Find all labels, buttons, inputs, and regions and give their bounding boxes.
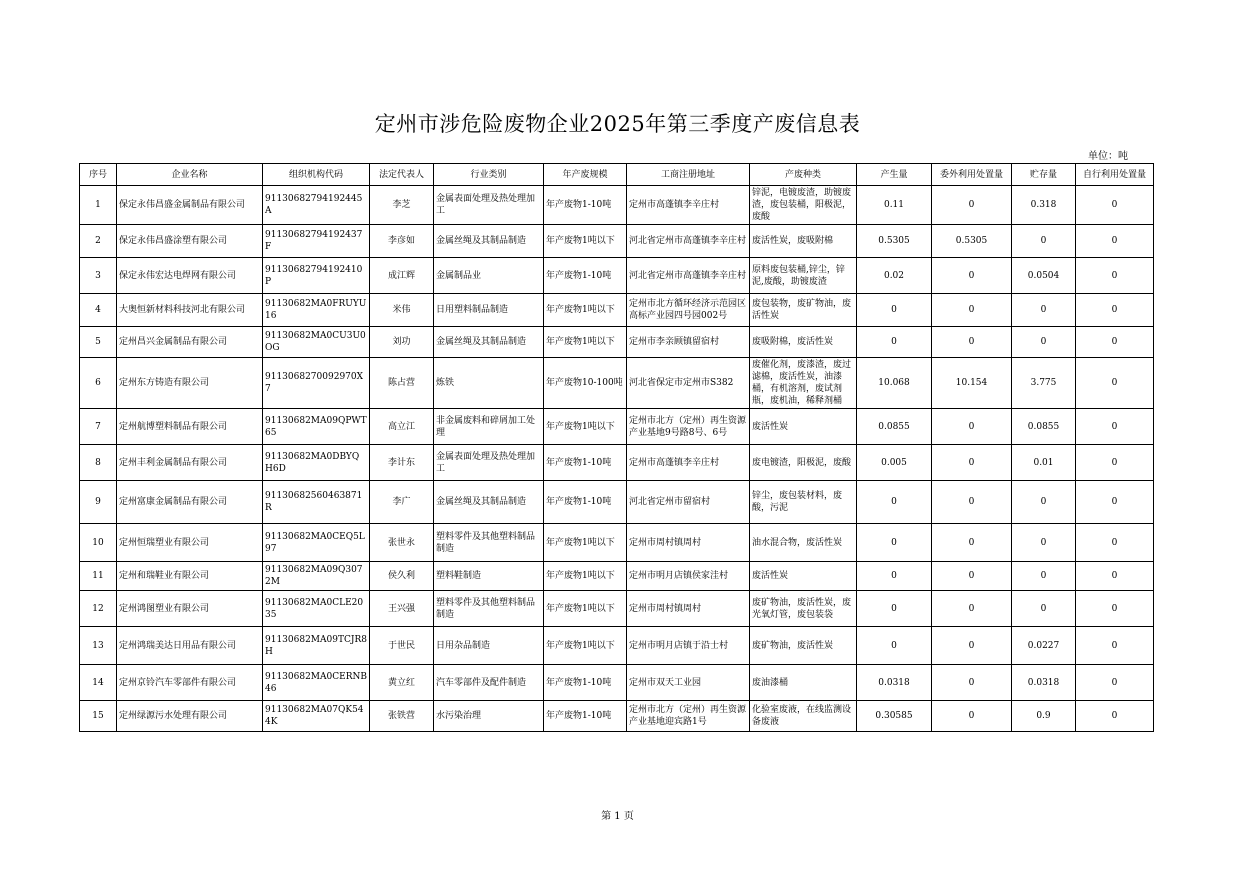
cell-address: 定州市周村镇周村: [627, 524, 750, 562]
cell-name: 定州航博塑料制品有限公司: [117, 409, 263, 445]
cell-no: 5: [80, 327, 117, 358]
cell-types: 废活性炭: [750, 562, 857, 591]
cell-industry: 非金属废料和碎屑加工处理: [434, 409, 544, 445]
cell-industry: 金属制品业: [434, 258, 544, 294]
cell-self: 0: [1076, 258, 1154, 294]
cell-rep: 李彦如: [370, 225, 434, 258]
col-header: 行业类别: [434, 164, 544, 186]
cell-stored: 0.0855: [1012, 409, 1076, 445]
cell-stored: 0: [1012, 294, 1076, 327]
col-header: 组织机构代码: [263, 164, 370, 186]
cell-outsourced: 0: [932, 327, 1012, 358]
cell-industry: 金属丝绳及其制品制造: [434, 481, 544, 524]
cell-scale: 年产废物1吨以下: [544, 591, 627, 627]
cell-address: 河北省定州市留宿村: [627, 481, 750, 524]
cell-name: 定州富康金属制品有限公司: [117, 481, 263, 524]
cell-scale: 年产废物1吨以下: [544, 627, 627, 665]
cell-industry: 金属丝绳及其制品制造: [434, 327, 544, 358]
cell-outsourced: 0: [932, 481, 1012, 524]
cell-produced: 0.0855: [857, 409, 932, 445]
cell-types: 化验室废液，在线监测设备废液: [750, 701, 857, 732]
col-header: 工商注册地址: [627, 164, 750, 186]
cell-address: 定州市双天工业园: [627, 665, 750, 701]
cell-rep: 成江辉: [370, 258, 434, 294]
cell-produced: 0.02: [857, 258, 932, 294]
cell-code: 91130682MA0CU3U0OG: [263, 327, 370, 358]
cell-code: 91130682MA0DBYQH6D: [263, 445, 370, 481]
cell-outsourced: 10.154: [932, 358, 1012, 409]
table-row: [80, 627, 1154, 665]
cell-produced: 0: [857, 524, 932, 562]
cell-name: 保定永伟宏达电焊网有限公司: [117, 258, 263, 294]
cell-rep: 李芝: [370, 186, 434, 225]
cell-rep: 于世民: [370, 627, 434, 665]
cell-stored: 0.9: [1012, 701, 1076, 732]
cell-types: 废电镀渣，阳极泥，废酸: [750, 445, 857, 481]
cell-no: 6: [80, 358, 117, 409]
cell-name: 保定永伟昌盛涂塑有限公司: [117, 225, 263, 258]
cell-stored: 0: [1012, 327, 1076, 358]
cell-stored: 0.0227: [1012, 627, 1076, 665]
table-row: [80, 294, 1154, 327]
cell-address: 河北省定州市高蓬镇李辛庄村: [627, 258, 750, 294]
cell-stored: 0.0504: [1012, 258, 1076, 294]
col-header: 年产废规模: [544, 164, 627, 186]
cell-self: 0: [1076, 445, 1154, 481]
cell-rep: 张世永: [370, 524, 434, 562]
cell-self: 0: [1076, 591, 1154, 627]
cell-no: 1: [80, 186, 117, 225]
table-row: [80, 358, 1154, 409]
cell-name: 定州鸿图塑业有限公司: [117, 591, 263, 627]
cell-code: 91130682MA09QPWT65: [263, 409, 370, 445]
cell-scale: 年产废物1吨以下: [544, 294, 627, 327]
cell-outsourced: 0: [932, 294, 1012, 327]
cell-produced: 0: [857, 294, 932, 327]
cell-rep: 刘功: [370, 327, 434, 358]
cell-no: 14: [80, 665, 117, 701]
cell-produced: 0.11: [857, 186, 932, 225]
cell-produced: 0.5305: [857, 225, 932, 258]
table-row: [80, 258, 1154, 294]
cell-scale: 年产废物1-10吨: [544, 481, 627, 524]
cell-produced: 0: [857, 627, 932, 665]
cell-name: 定州绿源污水处理有限公司: [117, 701, 263, 732]
cell-industry: 塑料零件及其他塑料制品制造: [434, 524, 544, 562]
cell-scale: 年产废物1-10吨: [544, 186, 627, 225]
cell-no: 4: [80, 294, 117, 327]
cell-no: 15: [80, 701, 117, 732]
cell-scale: 年产废物1吨以下: [544, 327, 627, 358]
cell-address: 定州市北方（定州）再生资源产业基地9号路8号、6号: [627, 409, 750, 445]
cell-outsourced: 0: [932, 445, 1012, 481]
cell-rep: 黄立红: [370, 665, 434, 701]
waste-info-table: [79, 163, 1154, 732]
cell-address: 定州市高蓬镇李辛庄村: [627, 186, 750, 225]
cell-produced: 0.30585: [857, 701, 932, 732]
cell-scale: 年产废物1-10吨: [544, 258, 627, 294]
cell-self: 0: [1076, 409, 1154, 445]
cell-scale: 年产废物10-100吨: [544, 358, 627, 409]
table-row: [80, 409, 1154, 445]
col-header: 产废种类: [750, 164, 857, 186]
cell-industry: 金属表面处理及热处理加工: [434, 445, 544, 481]
cell-produced: 0.005: [857, 445, 932, 481]
col-header: 委外利用处置量: [932, 164, 1012, 186]
cell-types: 废包装物，废矿物油，废活性炭: [750, 294, 857, 327]
cell-industry: 汽车零部件及配件制造: [434, 665, 544, 701]
cell-code: 91130682700929​70X7: [263, 358, 370, 409]
cell-outsourced: 0: [932, 258, 1012, 294]
cell-code: 91130682MA09TCJR8H: [263, 627, 370, 665]
col-header: 自行利用处置量: [1076, 164, 1154, 186]
cell-code: 91130682MA0FRUYU16: [263, 294, 370, 327]
cell-types: 锌泥，电镀废渣，助镀废渣，废包装桶，阳极泥，废酸: [750, 186, 857, 225]
cell-no: 12: [80, 591, 117, 627]
cell-produced: 0.0318: [857, 665, 932, 701]
table-row: [80, 524, 1154, 562]
cell-outsourced: 0: [932, 186, 1012, 225]
cell-produced: 10.068: [857, 358, 932, 409]
table-row: [80, 701, 1154, 732]
table-row: [80, 665, 1154, 701]
cell-no: 11: [80, 562, 117, 591]
cell-industry: 金属丝绳及其制品制造: [434, 225, 544, 258]
cell-scale: 年产废物1-10吨: [544, 445, 627, 481]
cell-self: 0: [1076, 524, 1154, 562]
cell-industry: 日用杂品制造: [434, 627, 544, 665]
cell-types: 原料废包装桶,锌尘，锌泥,废酸，助镀废渣: [750, 258, 857, 294]
cell-industry: 塑料零件及其他塑料制品制造: [434, 591, 544, 627]
cell-stored: 0.0318: [1012, 665, 1076, 701]
cell-scale: 年产废物1吨以下: [544, 409, 627, 445]
cell-name: 定州东方铸造有限公司: [117, 358, 263, 409]
cell-stored: 0.318: [1012, 186, 1076, 225]
cell-stored: 0.01: [1012, 445, 1076, 481]
cell-name: 定州和瑞鞋业有限公司: [117, 562, 263, 591]
cell-rep: 高立江: [370, 409, 434, 445]
cell-rep: 王兴强: [370, 591, 434, 627]
cell-address: 定州市李亲顾镇留宿村: [627, 327, 750, 358]
cell-code: 91130682794192410P: [263, 258, 370, 294]
cell-types: 废矿物油，废活性炭，废光氧灯管，废包装袋: [750, 591, 857, 627]
cell-name: 定州昌兴金属制品有限公司: [117, 327, 263, 358]
cell-types: 废吸附棉，废活性炭: [750, 327, 857, 358]
cell-rep: 李计东: [370, 445, 434, 481]
cell-name: 定州丰利金属制品有限公司: [117, 445, 263, 481]
cell-address: 定州市明月店镇侯家洼村: [627, 562, 750, 591]
cell-stored: 0: [1012, 481, 1076, 524]
cell-self: 0: [1076, 701, 1154, 732]
cell-industry: 塑料鞋制造: [434, 562, 544, 591]
table-row: [80, 445, 1154, 481]
col-header: 产生量: [857, 164, 932, 186]
cell-outsourced: 0: [932, 591, 1012, 627]
cell-types: 废活性炭，废吸附棉: [750, 225, 857, 258]
cell-address: 定州市周村镇周村: [627, 591, 750, 627]
cell-outsourced: 0: [932, 409, 1012, 445]
cell-produced: 0: [857, 591, 932, 627]
cell-types: 废活性炭: [750, 409, 857, 445]
cell-no: 13: [80, 627, 117, 665]
cell-self: 0: [1076, 562, 1154, 591]
cell-industry: 日用塑料制品制造: [434, 294, 544, 327]
cell-self: 0: [1076, 481, 1154, 524]
cell-outsourced: 0: [932, 562, 1012, 591]
cell-name: 大奥恒新材料科技河北有限公司: [117, 294, 263, 327]
table-row: [80, 327, 1154, 358]
cell-outsourced: 0.5305: [932, 225, 1012, 258]
table-row: [80, 562, 1154, 591]
cell-self: 0: [1076, 627, 1154, 665]
page-number: 第 1 页: [601, 811, 634, 822]
cell-stored: 0: [1012, 524, 1076, 562]
cell-types: 锌尘，废包装材料，废酸，污泥: [750, 481, 857, 524]
cell-self: 0: [1076, 665, 1154, 701]
unit-label: 单位：吨: [1088, 151, 1128, 162]
col-header: 企业名称: [117, 164, 263, 186]
cell-address: 定州市明月店镇于沿士村: [627, 627, 750, 665]
table-header-row: [80, 164, 1154, 186]
cell-rep: 侯久利: [370, 562, 434, 591]
col-header: 序号: [80, 164, 117, 186]
cell-self: 0: [1076, 327, 1154, 358]
cell-address: 定州市北方（定州）再生资源产业基地迎宾路1号: [627, 701, 750, 732]
cell-code: 91130682MA0CERNB46: [263, 665, 370, 701]
cell-code: 91130682MA0CLE2035: [263, 591, 370, 627]
table-row: [80, 591, 1154, 627]
cell-types: 废矿物油，废活性炭: [750, 627, 857, 665]
cell-produced: 0: [857, 327, 932, 358]
table-row: [80, 186, 1154, 225]
cell-scale: 年产废物1-10吨: [544, 701, 627, 732]
cell-no: 10: [80, 524, 117, 562]
col-header: 法定代表人: [370, 164, 434, 186]
cell-self: 0: [1076, 358, 1154, 409]
cell-address: 河北省保定市定州市S382: [627, 358, 750, 409]
cell-code: 91130682MA0CEQ5L97: [263, 524, 370, 562]
cell-industry: 水污染治理: [434, 701, 544, 732]
cell-industry: 金属表面处理及热处理加工: [434, 186, 544, 225]
cell-self: 0: [1076, 294, 1154, 327]
cell-produced: 0: [857, 562, 932, 591]
cell-code: 91130682MA07QK544K: [263, 701, 370, 732]
cell-outsourced: 0: [932, 665, 1012, 701]
cell-name: 定州京铃汽车零部件有限公司: [117, 665, 263, 701]
cell-no: 2: [80, 225, 117, 258]
cell-rep: 李广: [370, 481, 434, 524]
page-title: 定州市涉危险废物企业2025年第三季度产废信息表: [374, 112, 861, 136]
cell-name: 定州恒瑞塑业有限公司: [117, 524, 263, 562]
cell-address: 定州市高蓬镇李辛庄村: [627, 445, 750, 481]
cell-self: 0: [1076, 225, 1154, 258]
cell-scale: 年产废物1吨以下: [544, 225, 627, 258]
cell-produced: 0: [857, 481, 932, 524]
cell-no: 7: [80, 409, 117, 445]
cell-address: 定州市北方循环经济示范园区高标产业园四号园002号: [627, 294, 750, 327]
cell-no: 3: [80, 258, 117, 294]
cell-self: 0: [1076, 186, 1154, 225]
cell-stored: 0: [1012, 562, 1076, 591]
cell-types: 废油漆桶: [750, 665, 857, 701]
cell-code: 91130682794192437F: [263, 225, 370, 258]
cell-stored: 0: [1012, 225, 1076, 258]
cell-no: 8: [80, 445, 117, 481]
cell-rep: 陈占营: [370, 358, 434, 409]
cell-industry: 炼铁: [434, 358, 544, 409]
table-body: [80, 186, 1154, 732]
cell-address: 河北省定州市高蓬镇李辛庄村: [627, 225, 750, 258]
cell-no: 9: [80, 481, 117, 524]
cell-scale: 年产废物1吨以下: [544, 562, 627, 591]
cell-outsourced: 0: [932, 627, 1012, 665]
cell-scale: 年产废物1-10吨: [544, 665, 627, 701]
cell-rep: 张铁营: [370, 701, 434, 732]
cell-stored: 0: [1012, 591, 1076, 627]
cell-types: 废催化剂，废漆渣，废过滤棉，废活性炭，油漆桶，有机溶剂，废试剂瓶，废机油，稀释剂桶: [750, 358, 857, 409]
cell-outsourced: 0: [932, 701, 1012, 732]
cell-stored: 3.775: [1012, 358, 1076, 409]
cell-scale: 年产废物1吨以下: [544, 524, 627, 562]
col-header: 贮存量: [1012, 164, 1076, 186]
table-row: [80, 481, 1154, 524]
cell-name: 定州鸿瑞美达日用品有限公司: [117, 627, 263, 665]
cell-code: 91130682MA09Q3072M: [263, 562, 370, 591]
cell-rep: 米伟: [370, 294, 434, 327]
cell-types: 油水混合物，废活性炭: [750, 524, 857, 562]
cell-code: 91130682560463871R: [263, 481, 370, 524]
cell-outsourced: 0: [932, 524, 1012, 562]
table-row: [80, 225, 1154, 258]
cell-code: 9113068279419​2445A: [263, 186, 370, 225]
cell-name: 保定永伟昌盛金属制品有限公司: [117, 186, 263, 225]
